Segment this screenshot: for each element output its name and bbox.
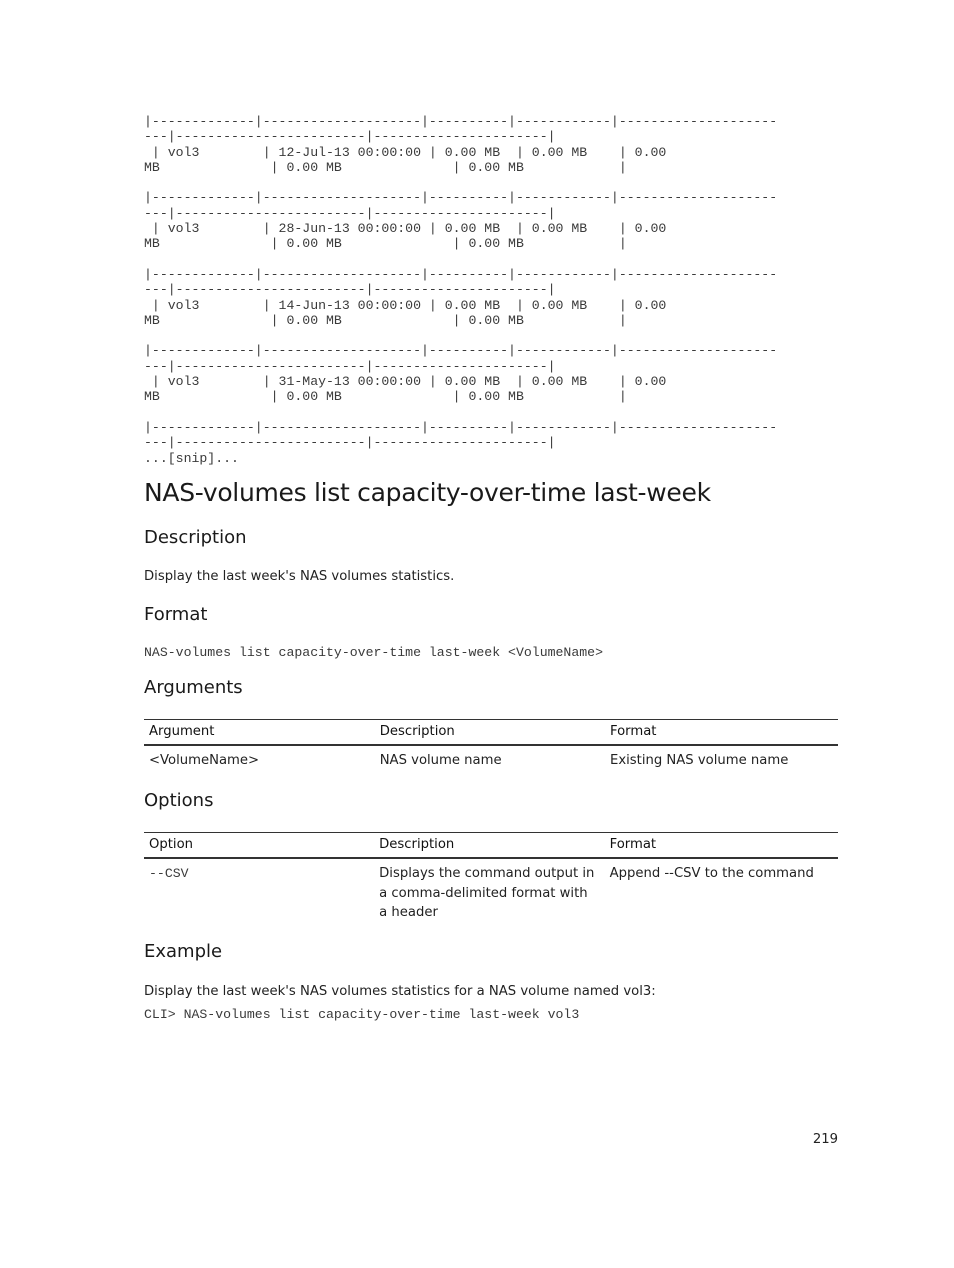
output-line: | vol3 | 31-May-13 00:00:00 | 0.00 MB | 0.00 MB | 0.00	[144, 374, 667, 390]
description-heading: Description	[144, 527, 247, 548]
output-line: ---|------------------------|----------------------|	[144, 435, 556, 451]
output-line: | vol3 | 12-Jul-13 00:00:00 | 0.00 MB | 0.00 MB | 0.00	[144, 144, 667, 160]
example-command: CLI> NAS-volumes list capacity-over-time last-week vol3	[144, 1007, 580, 1022]
output-line: MB | 0.00 MB | 0.00 MB |	[144, 236, 627, 252]
table-cell: NAS volume name	[379, 753, 502, 768]
output-line: MB | 0.00 MB | 0.00 MB |	[144, 389, 627, 405]
output-snip: ...[snip]...	[144, 450, 239, 466]
description-text: Display the last week's NAS volumes statistics.	[144, 569, 455, 584]
table-cell: Existing NAS volume name	[609, 753, 789, 768]
table-row	[144, 745, 838, 775]
output-line: ---|------------------------|----------------------|	[144, 282, 556, 298]
column-header: Format	[605, 833, 838, 859]
column-header: Description	[375, 720, 605, 746]
page-number: 219	[812, 1132, 838, 1147]
output-line: |-------------|--------------------|----------|------------|--------------------	[144, 266, 778, 282]
column-header: Option	[144, 833, 374, 859]
output-line: MB | 0.00 MB | 0.00 MB |	[144, 159, 627, 175]
example-heading: Example	[144, 941, 223, 962]
table-row	[144, 858, 838, 927]
output-line: ---|------------------------|----------------------|	[144, 205, 556, 221]
table-cell: Displays the command output in a comma-delimited format with a header	[379, 866, 595, 920]
column-header: Format	[605, 720, 838, 746]
options-heading: Options	[144, 790, 214, 811]
arguments-heading: Arguments	[144, 677, 243, 698]
format-heading: Format	[144, 604, 208, 625]
output-line: |-------------|--------------------|----------|------------|--------------------	[144, 114, 778, 129]
table-header-row	[144, 833, 838, 859]
output-line: |-------------|--------------------|----------|------------|--------------------	[144, 190, 778, 206]
table-cell: Append --CSV to the command	[609, 866, 814, 881]
arguments-table	[144, 719, 838, 775]
table-header-row	[144, 720, 838, 746]
table-cell: --CSV	[149, 866, 189, 881]
table-cell: <VolumeName>	[149, 753, 260, 768]
column-header: Description	[374, 833, 604, 859]
output-line: | vol3 | 14-Jun-13 00:00:00 | 0.00 MB | 0.00 MB | 0.00	[144, 297, 667, 313]
options-table	[144, 832, 838, 927]
column-header: Argument	[144, 720, 375, 746]
format-syntax: NAS-volumes list capacity-over-time last-week <VolumeName>	[144, 645, 603, 660]
output-line: ---|------------------------|----------------------|	[144, 358, 556, 374]
output-line: MB | 0.00 MB | 0.00 MB |	[144, 312, 627, 328]
output-line: |-------------|--------------------|----------|------------|--------------------	[144, 419, 778, 435]
page-title: NAS-volumes list capacity-over-time last-week	[144, 478, 711, 507]
output-line: | vol3 | 28-Jun-13 00:00:00 | 0.00 MB | 0.00 MB | 0.00	[144, 221, 667, 237]
cli-output-sample	[144, 114, 777, 466]
example-text: Display the last week's NAS volumes statistics for a NAS volume named vol3:	[144, 984, 656, 999]
output-line: |-------------|--------------------|----------|------------|--------------------	[144, 343, 778, 359]
output-line: ---|------------------------|----------------------|	[144, 129, 556, 145]
